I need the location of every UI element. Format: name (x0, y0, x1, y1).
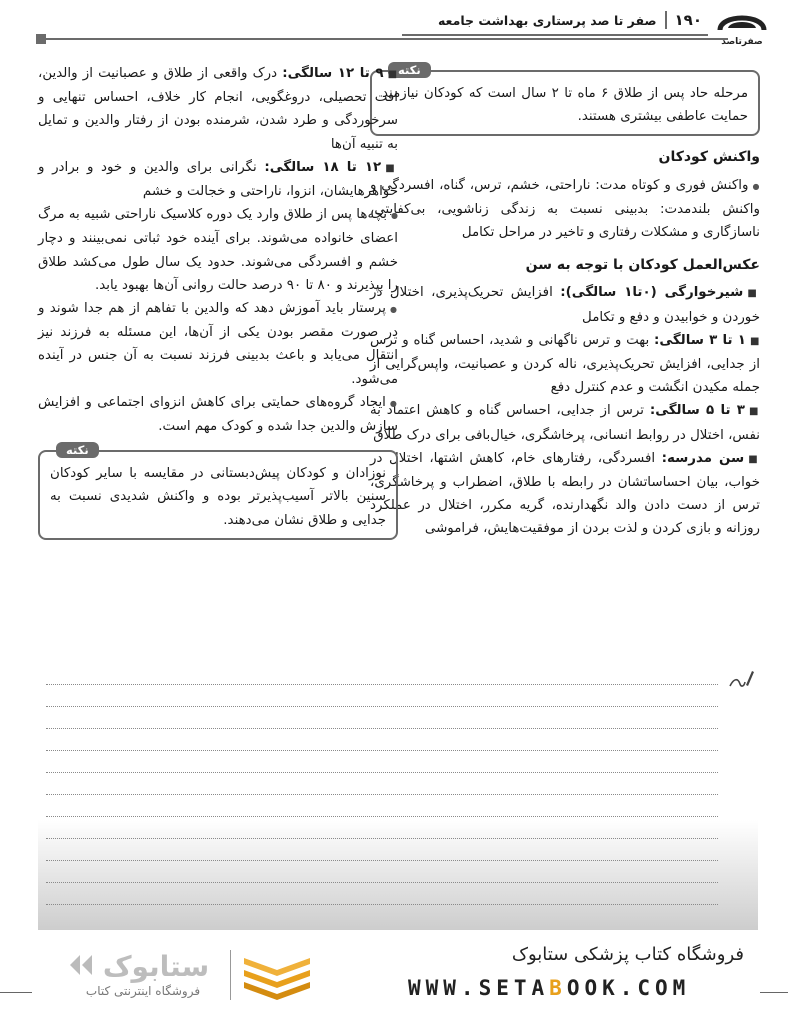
brand-block (60, 946, 380, 1006)
notes-shading (38, 820, 758, 930)
url-part-highlight: B (549, 976, 567, 1000)
shop-name: فروشگاه کتاب پزشکی ستابوک (511, 944, 744, 965)
reaction-paragraph (370, 174, 760, 245)
section-title: عکس‌العمل کودکان با توجه به سن (525, 257, 760, 274)
item-label: شیرخوارگی (۰تا۱ سالگی): (560, 285, 744, 301)
note-box (38, 443, 398, 540)
item-label: ۱۲ تا ۱۸ سالگی: (264, 159, 382, 175)
book-title: صفر تا صد پرستاری بهداشت جامعه (437, 12, 657, 28)
list-item (38, 62, 398, 156)
note-line (46, 750, 718, 751)
note-line (46, 794, 718, 795)
brand-tagline: فروشگاه اینترنتی کتاب (85, 984, 201, 998)
note-text: مرحله حاد پس از طلاق ۶ ماه تا ۲ سال است که کودکان نیازمند حمایت عاطفی بیشتری هستند. (382, 86, 748, 125)
url-part: SETA (478, 976, 550, 1000)
note-line (46, 816, 718, 817)
item-text: بچه‌ها پس از طلاق وارد یک دوره کلاسیک ناراحتی شبیه به مرگ اعضای خانواده می‌شوند. برای آینده خود ثباتی نمی‌بینند و دچار خشم و افسردگی می‌شوند. حدود یک سال طول می‌کشد طلاق را بپذیرند و ۸۰ تا ۹۰ درصد حالت روانی آن‌ها بهبود یابد. (38, 207, 398, 293)
left-column (38, 62, 398, 540)
note-label: نکته (388, 62, 431, 78)
brand-separator (230, 950, 231, 1000)
list-item (38, 156, 398, 203)
logo-text: صفرتاصد (721, 37, 763, 47)
right-column (370, 63, 760, 541)
item-text: افسردگی، رفتارهای خام، کاهش اشتها، اختلال در خواب، بیان احساساتشان در رابطه با طلاق، اضطراب و پرخاشگری، ترس از دست دادن والد نگهدارنده، گریه مکرر، اختلال در عملکرد روزانه و بازی کردن و لذت بردن از موفقیت‌هایش، فراموشی (370, 450, 760, 537)
notes-area (38, 668, 758, 930)
note-line (46, 728, 718, 729)
brand-name: ستابوک (102, 950, 210, 983)
note-line (46, 838, 718, 839)
note-line (46, 684, 718, 685)
shop-url[interactable] (408, 976, 690, 1000)
list-item (370, 281, 760, 328)
item-text: ایجاد گروه‌های حمایتی برای کاهش انزوای اجتماعی و افزایش سازش والدین جدا شده و کودک مهم است. (38, 394, 398, 435)
section-title: واکنش کودکان (658, 149, 760, 166)
note-line (46, 882, 718, 883)
item-text: درک واقعی از طلاق و عصبانیت از والدین، افت تحصیلی، دروغگویی، انجام کار خلاف، احساس تنهایی و سرخوردگی و طرد شدن، شرمنده بودن از رفتار والدین و تمایل به تنبیه آن‌ها (38, 66, 398, 152)
item-text: بهت و ترس ناگهانی و شدید، احساس گناه و ترس از جدایی، افزایش تحریک‌پذیری، ناله کردن و عصبانیت، واپس‌گرایی از جمله مکیدن انگشت و عدم کنترل دفع (370, 332, 760, 396)
item-text: افزایش تحریک‌پذیری، اختلال در خوردن و خوابیدن و دفع و تکامل (370, 285, 760, 325)
reaction-text: واکنش فوری و کوتاه مدت: ناراحتی، خشم، ترس، گناه، افسردگی و واکنش بلندمدت: بدبینی نسبت به زندگی زناشویی، بی‌کفایتی، ناسازگاری و مشکلات رفتاری و تاخیر در مراحل تکامل (370, 177, 760, 241)
note-text: نوزادان و کودکان پیش‌دبستانی در مقایسه با سایر کودکان سنین بالاتر آسیب‌پذیرتر بوده و واکنش شدیدی نسبت به جدایی و طلاق نشان می‌دهند. (50, 466, 386, 528)
book-stack-icon (242, 952, 312, 1000)
list-item (370, 447, 760, 541)
note-line (46, 772, 718, 773)
header-rule-end (36, 34, 46, 44)
note-label: نکته (56, 442, 99, 458)
item-text: پرستار باید آموزش دهد که والدین با تفاهم از هم جدا شوند و در صورت مقصر بودن یکی از آن‌ها، این مسئله به فرزند نیز انتقال می‌یابد و باعث بدبینی فرزند نسبت به آن جنس در آینده می‌شود. (38, 301, 398, 387)
list-item (38, 203, 398, 297)
list-item (38, 391, 398, 438)
note-line (46, 706, 718, 707)
page-number: ۱۹۰ (665, 11, 708, 29)
brand-wordmark-icon (68, 946, 218, 984)
running-header (402, 6, 708, 36)
url-part: WWW. (408, 976, 479, 1000)
note-line (46, 904, 718, 905)
note-box (370, 63, 760, 136)
item-text: ترس از جدایی، احساس گناه و کاهش اعتماد به نفس، اختلال در روابط انسانی، پرخاشگری، خیال‌بافی برای درک طلاق (370, 403, 760, 443)
list-item (38, 297, 398, 391)
footer-rule (760, 992, 788, 993)
item-label: سن مدرسه: (661, 450, 745, 466)
item-text: نگرانی برای والدین و خود و برادر و خواهرهایشان، انزوا، ناراحتی و خجالت و خشم (38, 159, 398, 200)
list-item (370, 329, 760, 400)
item-label: ۹ تا ۱۲ سالگی: (282, 66, 384, 81)
note-line (46, 860, 718, 861)
footer-rule (0, 992, 32, 993)
item-label: ۳ تا ۵ سالگی: (649, 403, 745, 419)
book-logo-icon (714, 4, 770, 50)
pen-icon (728, 668, 754, 690)
url-part: OOK.COM (566, 976, 691, 1000)
list-item (370, 399, 760, 446)
item-label: ۱ تا ۳ سالگی: (653, 332, 746, 348)
header-rule (38, 38, 728, 40)
